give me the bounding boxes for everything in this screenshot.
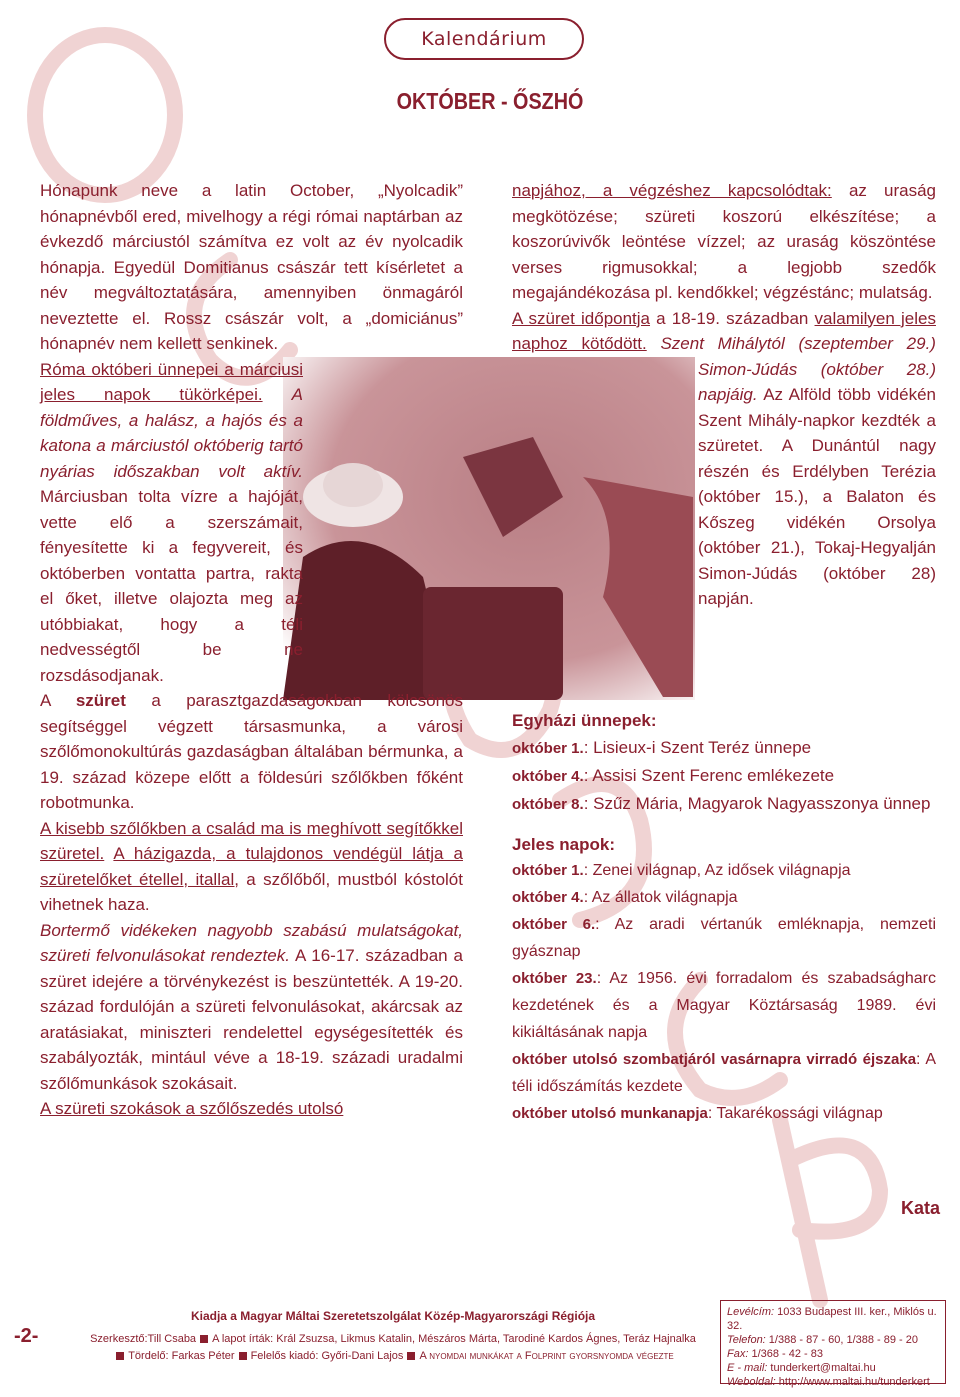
layout-line (78, 1348, 708, 1365)
notable-day-date: október 1. (512, 862, 584, 879)
contact-value: tunderkert@maltai.hu (767, 1362, 876, 1374)
family-underlined-1: A kisebb szőlőkben a család ma is meghívott segítőkkel szüretel. (40, 818, 463, 863)
harvest-date-underlined: A szüret időpontja (512, 308, 651, 328)
bullet-square-icon (239, 1352, 247, 1360)
notable-day-text: : A téli időszámítás kezdete (512, 1051, 937, 1095)
family-underlined-2: A házigazda, a tulajdonos vendégül látja a szüretelőket étellel, itallal, (40, 844, 463, 889)
contact-line (727, 1375, 939, 1389)
contact-line (727, 1347, 939, 1361)
harvest-date-century: a 18-19. században (656, 308, 809, 328)
intro-text: Hónapunk neve a latin October, „Nyolcadik” hónapnévből ered, mivelhogy a régi római naptárban az évkezdő márciustól számítva ez volt az év nyolcadik hónapja. Egyedül Domitianus császár tett kísérletet a név megváltoztatására, amennyiben önmagáról neveztette el. Rossz császár volt, a „domiciánus” hónapnév nem kellett senkinek. (40, 181, 463, 353)
customs-text: az uraság megkötözése; szüreti koszorú elkészítése; a koszorúvivők leöntése vízzel; az uraság köszöntése verses rigmusokkal; a legjobb szedők megajándékozása pl. kendőkkel; végzéstánc; mulatság. (512, 181, 936, 302)
contact-label: Fax: (727, 1348, 749, 1360)
notable-day-text: : Takarékossági világnap (707, 1105, 883, 1122)
holiday-date: október 1. (512, 739, 584, 757)
notable-day-item (512, 1100, 936, 1127)
editor-text: Szerkesztő:Till Csaba (90, 1333, 197, 1345)
notable-day-date: október 4. (512, 889, 584, 906)
notable-day-text: : Az állatok világnapja (583, 889, 738, 906)
imprint (78, 1308, 708, 1365)
bullet-square-icon (407, 1352, 415, 1360)
harvest-keyword: szüret (75, 691, 126, 710)
church-holidays-list (512, 734, 936, 818)
notable-day-item (512, 911, 936, 965)
harvest-lead: A (40, 691, 51, 710)
notable-day-text: : Zenei világnap, Az idősek világnapja (583, 862, 851, 879)
layout-text: Tördelő: Farkas Péter (128, 1350, 235, 1362)
festival-italic: Bortermő vidékeken nagyobb szabású mulatságokat, szüreti felvonulásokat rendeztek. (40, 920, 463, 965)
holiday-text: : Szűz Mária, Magyarok Nagyasszonya ünnep (583, 793, 931, 813)
holiday-text: : Lisieux-i Szent Teréz ünnepe (583, 737, 812, 757)
contact-label: E - mail: (727, 1362, 768, 1374)
right-column (512, 178, 936, 1127)
rome-italic-text: A földműves, a halász, a hajós és a katona a márciustól októberig tartó nyárias időszakban volt aktív. (40, 385, 303, 481)
customs-continued-paragraph (512, 178, 936, 306)
holiday-date: október 4. (512, 767, 584, 785)
responsible-publisher-text: Felelős kiadó: Győri-Dani Lajos (250, 1350, 404, 1362)
notable-day-text: : Az aradi vértanúk emléknapja, nemzeti gyásznap (512, 916, 937, 960)
bullet-square-icon (200, 1335, 208, 1343)
notable-days-title: Jeles napok: (512, 834, 615, 854)
contact-value: http://www.maltai.hu/tunderkert (775, 1376, 930, 1388)
page-title: OKTÓBER - ŐSZHÓ (396, 88, 584, 114)
harvest-text: a parasztgazdaságokban kölcsönös segítséggel végzett társasmunka, a városi szőlőmonokultúrás gazdaságban általában bérmunka, a 19. század közepe előtt a földesúri szőlőkben főként robotmunka. (40, 691, 463, 812)
author-signature: Kata (900, 1198, 940, 1218)
contact-line (727, 1361, 939, 1375)
notable-day-text: : Az 1956. évi forradalom és szabadságharc kezdetének és a Magyar Köztársaság 1989. évi kikiáltásának napja (512, 970, 936, 1041)
notable-day-item (512, 965, 936, 1046)
holiday-date: október 8. (512, 795, 584, 813)
holiday-text: : Assisi Szent Ferenc emlékezete (583, 765, 835, 785)
contact-line (727, 1333, 939, 1347)
notable-day-date: október 6. (512, 916, 596, 933)
harvest-paragraph (40, 688, 463, 816)
notable-day-date: október utolsó szombatjáról vasárnapra virradó éjszaka (512, 1051, 917, 1068)
church-holiday-item (512, 734, 936, 762)
contact-value: 1/368 - 42 - 83 (748, 1348, 824, 1360)
contact-value: 1/388 - 87 - 60, 1/388 - 89 - 20 (765, 1334, 919, 1346)
harvest-date-italic: Szent Mihálytól (szeptember 29.) Simon-Júdás (október 28.) napjáig. (660, 334, 936, 404)
contact-line (727, 1305, 939, 1333)
notable-day-date: október utolsó munkanapja (512, 1105, 708, 1122)
contact-label: Levélcím: (727, 1306, 775, 1318)
printer-text: A nyomdai munkákat a Folprint gyorsnyomda végezte (419, 1350, 674, 1362)
intro-paragraph (40, 178, 463, 357)
contact-label: Telefon: (727, 1334, 766, 1346)
rome-text: Márciusban tolta vízre a hajóját, vette elő a szerszámait, fényesítette ki a fegyvereit, és októberben vontatta partra, rakta el őket, illetve olajozta meg az utóbbiakat, hogy a téli nedvességtől be ne rozsdásodjanak. (40, 487, 303, 685)
left-column (40, 178, 463, 1122)
festival-text: A 16-17. században a szüret idejére a törvénykezést is beszüntették. A 19-20. század fordulóján a szüreti felvonulásokat, akárcsak az aratásiakat, miniszteri rendelettel egységesítették és szabályozták, mintául véve a 18-19. századi uradalmi szőlőmunkások szokásait. (40, 946, 463, 1093)
rome-link-text: Róma októberi ünnepei a márciusi jeles napok tükörképei. (40, 359, 303, 404)
authors-text: A lapot írták: Král Zsuzsa, Likmus Katalin, Mészáros Márta, Tarodiné Kardos Ágnes, Teráz Hajnalka (212, 1333, 696, 1345)
customs-underlined: napjához, a végzéshez kapcsolódtak: (512, 181, 832, 200)
family-paragraph (40, 816, 463, 918)
notable-day-date: október 23. (512, 970, 597, 987)
notable-day-item (512, 857, 936, 884)
notable-days-list (512, 857, 936, 1127)
festival-paragraph (40, 918, 463, 1097)
contact-value: 1033 Budapest III. ker., Miklós u. 32. (727, 1306, 937, 1332)
church-holiday-item (512, 762, 936, 790)
notable-day-item (512, 884, 936, 911)
page-number: -2- (14, 1325, 39, 1347)
notable-day-item (512, 1046, 936, 1100)
editor-line (78, 1331, 708, 1348)
church-holiday-item (512, 790, 936, 818)
publisher-line: Kiadja a Magyar Máltai Szeretetszolgálat Közép-Magyarországi Régiója (190, 1309, 596, 1323)
section-badge: Kalendárium (384, 18, 584, 60)
harvest-date-text: Az Alföld több vidékén Szent Mihály-napkor kezdték a szüretet. A Dunántúl nagy részén és Erdélyben Terézia (október 15.), a Balaton és Kőszeg vidékén Orsolya (október 21.), Tokaj-Hegyalján Simon-Júdás (október 28) napján. (698, 385, 936, 608)
church-holidays-title: Egyházi ünnepek: (512, 711, 657, 730)
family-text: a szőlőből, mustból kóstolót vihetnek haza. (40, 869, 463, 914)
bullet-square-icon (116, 1352, 124, 1360)
customs-paragraph: A szüreti szokások a szőlőszedés utolsó (40, 1099, 344, 1118)
contact-label: Weboldal: (727, 1376, 776, 1388)
harvest-date-link: valamilyen jeles naphoz kötődött. (512, 308, 936, 353)
contact-box (720, 1300, 946, 1388)
